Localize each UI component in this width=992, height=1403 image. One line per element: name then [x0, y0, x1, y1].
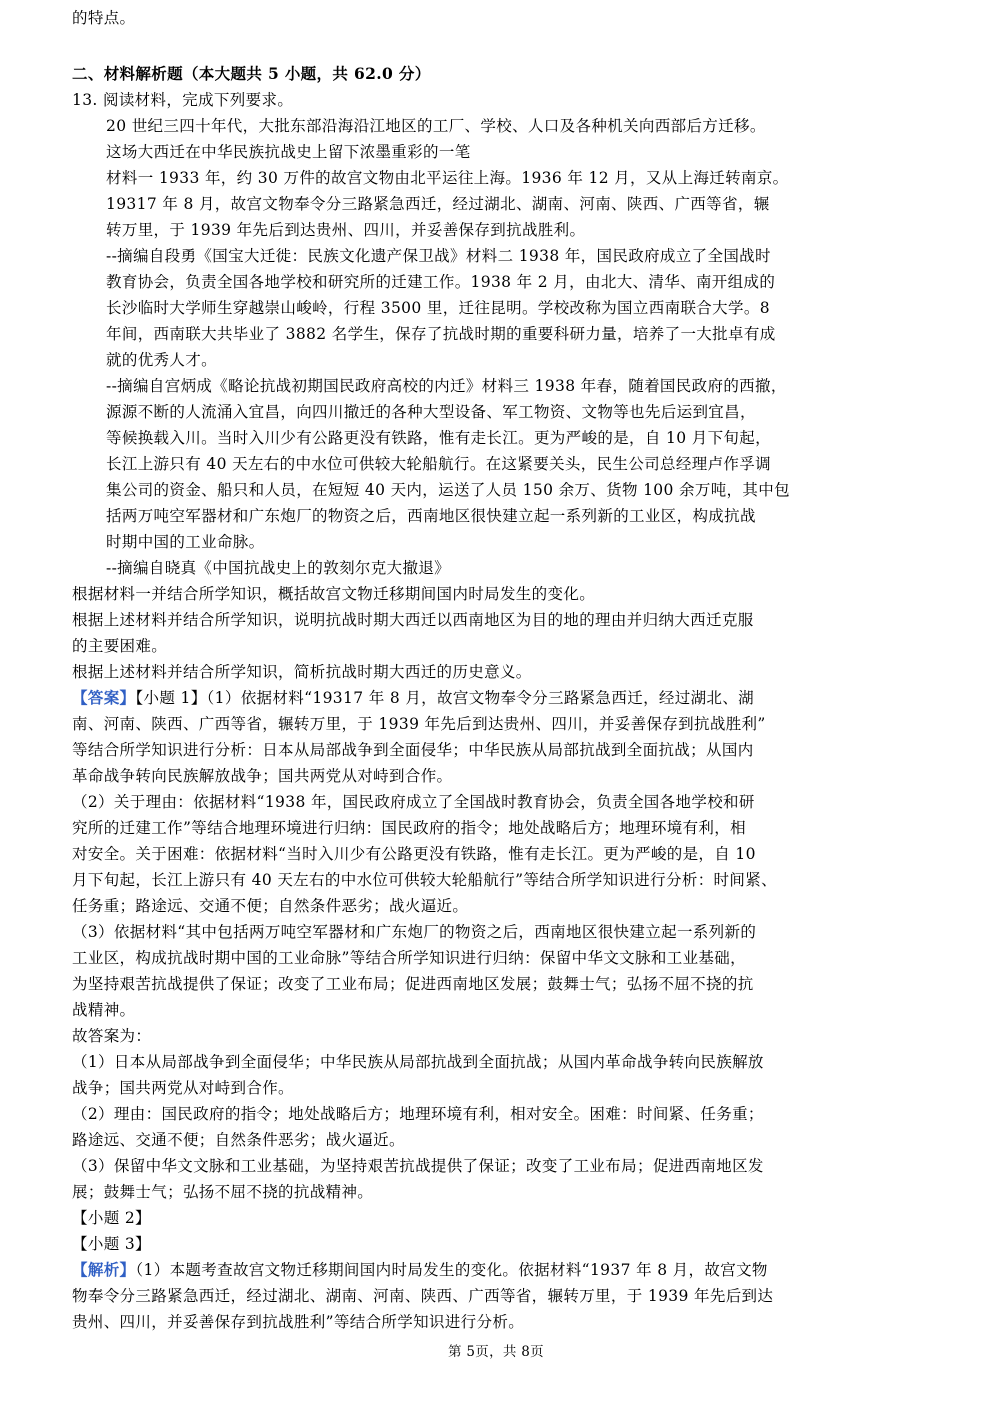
subquestion-label: 【小题 2】	[72, 1209, 151, 1227]
material-line: 转万里，于 1939 年先后到达贵州、四川，并妥善保存到抗战胜利。	[106, 221, 586, 239]
answer-line: （3）保留中华文文脉和工业基础，为坚持艰苦抗战提供了保证；改变了工业布局；促进西南地区发	[72, 1157, 764, 1175]
answer-line: 任务重；路途远、交通不便；自然条件恶劣；战火逼近。	[72, 897, 469, 915]
material-line: 20 世纪三四十年代，大批东部沿海沿江地区的工厂、学校、人口及各种机关向西部后方迁移。	[106, 117, 766, 135]
answer-line: 路途远、交通不便；自然条件恶劣；战火逼近。	[72, 1131, 405, 1149]
material-line: 材料一 1933 年，约 30 万件的故宫文物由北平运往上海。1936 年 12 月，又从上海迁转南京。	[106, 169, 789, 187]
analysis-first-line	[72, 1260, 768, 1280]
answer-line: 月下旬起，长江上游只有 40 天左右的中水位可供较大轮船航行”等结合所学知识进行分析：时间紧、	[72, 871, 777, 889]
answer-line: 展；鼓舞士气；弘扬不屈不挠的抗战精神。	[72, 1183, 374, 1201]
question-line: 根据上述材料并结合所学知识，说明抗战时期大西迁以西南地区为目的地的理由并归纳大西迁克服	[72, 611, 754, 629]
text-line: 的特点。	[72, 9, 136, 27]
material-line: 等候换载入川。当时入川少有公路更没有铁路，惟有走长江。更为严峻的是，自 10 月下旬起，	[106, 429, 771, 447]
answer-line: （1）日本从局部战争到全面侵华；中华民族从局部抗战到全面抗战；从国内革命战争转向民族解放	[72, 1053, 764, 1071]
answer-line: （2）理由：国民政府的指令；地处战略后方；地理环境有利，相对安全。困难：时间紧、任务重；	[72, 1105, 764, 1123]
question-number-line: 13. 阅读材料，完成下列要求。	[72, 91, 294, 109]
answer-line: （3）依据材料“其中包括两万吨空军器材和广东炮厂的物资之后，西南地区很快建立起一系列新的	[72, 923, 757, 941]
answer-line: 南、河南、陕西、广西等省，辗转万里，于 1939 年先后到达贵州、四川，并妥善保存到抗战胜利”	[72, 715, 766, 733]
material-line: 时期中国的工业命脉。	[106, 533, 265, 551]
analysis-text: （1）本题考查故宫文物迁移期间国内时局发生的变化。依据材料“1937 年 8 月，故宫文物	[135, 1261, 768, 1279]
answer-line: 等结合所学知识进行分析：日本从局部战争到全面侵华；中华民族从局部抗战到全面抗战；从国内	[72, 741, 754, 759]
material-line: 教育协会，负责全国各地学校和研究所的迁建工作。1938 年 2 月，由北大、清华、南开组成的	[106, 273, 776, 291]
section-heading: 二、材料解析题（本大题共 5 小题，共 62.0 分）	[72, 64, 431, 83]
subquestion-label: 【小题 3】	[72, 1235, 151, 1253]
answer-line: 对安全。关于困难：依据材料“当时入川少有公路更没有铁路，惟有走长江。更为严峻的是，自 10	[72, 845, 756, 863]
answer-line: 战精神。	[72, 1001, 136, 1019]
question-line: 的主要困难。	[72, 637, 168, 655]
analysis-tag: 【解析】	[72, 1260, 136, 1279]
answer-line: 为坚持艰苦抗战提供了保证；改变了工业布局；促进西南地区发展；鼓舞士气；弘扬不屈不挠的抗	[72, 975, 754, 993]
material-line: 这场大西迁在中华民族抗战史上留下浓墨重彩的一笔	[106, 143, 471, 161]
material-line: 长沙临时大学师生穿越崇山峻岭，行程 3500 里，迁往昆明。学校改称为国立西南联合大学。8	[106, 299, 770, 317]
material-line: 长江上游只有 40 天左右的中水位可供较大轮船航行。在这紧要关头，民生公司总经理卢作孚调	[106, 455, 771, 473]
analysis-line: 贵州、四川，并妥善保存到抗战胜利”等结合所学知识进行分析。	[72, 1313, 525, 1331]
material-line: --摘编自段勇《国宝大迁徙：民族文化遗产保卫战》材料二 1938 年，国民政府成立了全国战时	[106, 247, 771, 265]
material-source-line: --摘编自晓真《中国抗战史上的敦刻尔克大撤退》	[106, 559, 451, 577]
answer-line: 究所的迁建工作”等结合地理环境进行归纳：国民政府的指令；地处战略后方；地理环境有利，相	[72, 819, 746, 837]
question-line: 根据上述材料并结合所学知识，简析抗战时期大西迁的历史意义。	[72, 663, 532, 681]
material-line: --摘编自宫炳成《略论抗战初期国民政府高校的内迁》材料三 1938 年春，随着国民政府的西撤，	[106, 377, 787, 395]
material-line: 年间，西南联大共毕业了 3882 名学生，保存了抗战时期的重要科研力量，培养了一大批卓有成	[106, 325, 776, 343]
question-line: 根据材料一并结合所学知识，概括故宫文物迁移期间国内时局发生的变化。	[72, 585, 596, 603]
answer-line: 故答案为：	[72, 1027, 152, 1045]
answer-line: （2）关于理由：依据材料“1938 年，国民政府成立了全国战时教育协会，负责全国各地学校和研	[72, 793, 755, 811]
answer-line: 革命战争转向民族解放战争；国共两党从对峙到合作。	[72, 767, 453, 785]
answer-line: 工业区，构成抗战时期中国的工业命脉”等结合所学知识进行归纳：保留中华文文脉和工业基础，	[72, 949, 746, 967]
material-line: 就的优秀人才。	[106, 351, 217, 369]
answer-tag: 【答案】	[72, 688, 136, 707]
analysis-line: 物奉令分三路紧急西迁，经过湖北、湖南、河南、陕西、广西等省，辗转万里，于 1939 年先后到达	[72, 1287, 774, 1305]
answer-first-line	[72, 688, 754, 708]
answer-text: 【小题 1】（1）依据材料“19317 年 8 月，故宫文物奉令分三路紧急西迁，经过湖北、湖	[135, 689, 755, 707]
material-line: 集公司的资金、船只和人员，在短短 40 天内，运送了人员 150 余万、货物 100 余万吨，其中包	[106, 481, 790, 499]
page-footer: 第 5页，共 8页	[448, 1344, 544, 1360]
material-line: 19317 年 8 月，故宫文物奉令分三路紧急西迁，经过湖北、湖南、河南、陕西、广西等省，辗	[106, 195, 770, 213]
material-line: 括两万吨空军器材和广东炮厂的物资之后，西南地区很快建立起一系列新的工业区，构成抗战	[106, 507, 756, 525]
material-line: 源源不断的人流涌入宜昌，向四川撤迁的各种大型设备、军工物资、文物等也先后运到宜昌，	[106, 403, 756, 421]
answer-line: 战争；国共两党从对峙到合作。	[72, 1079, 294, 1097]
